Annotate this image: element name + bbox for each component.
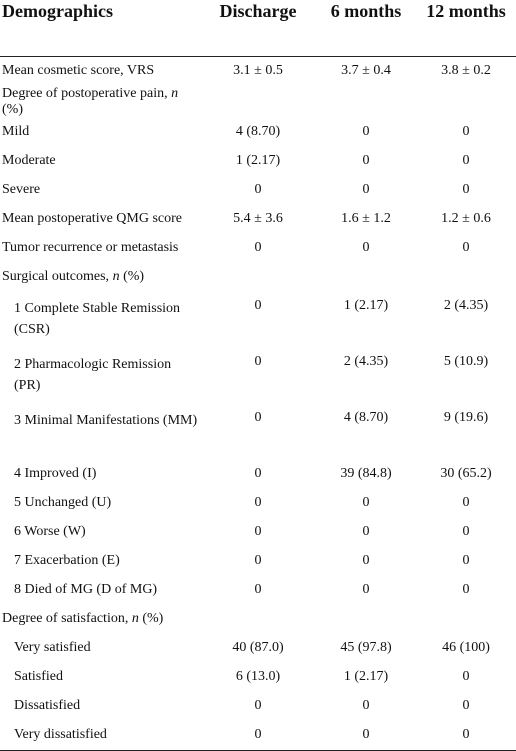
row-label: Satisfied <box>14 669 63 684</box>
table-row <box>0 404 516 460</box>
header-6-months: 6 months <box>330 1 402 21</box>
cell-12-months: 0 <box>462 553 470 568</box>
row-label: Moderate <box>2 153 56 168</box>
cell-6-months: 0 <box>362 698 370 713</box>
cell-discharge: 0 <box>254 524 262 539</box>
cell-6-months: 0 <box>362 727 370 742</box>
cell-6-months: 1 (2.17) <box>343 669 389 684</box>
table-row <box>0 118 516 147</box>
table-row <box>0 692 516 721</box>
row-label: Surgical outcomes, n (%) <box>2 269 145 284</box>
cell-6-months: 4 (8.70) <box>343 409 389 425</box>
cell-discharge: 0 <box>254 297 262 313</box>
cell-12-months: 30 (65.2) <box>440 466 492 481</box>
row-label: 5 Unchanged (U) <box>14 495 112 510</box>
table-row <box>0 489 516 518</box>
row-label: Very satisfied <box>14 640 91 655</box>
cell-12-months: 0 <box>462 727 470 742</box>
row-label: 6 Worse (W) <box>14 524 86 539</box>
row-label: 2 Pharmacologic Remission (PR) <box>14 356 172 393</box>
cell-discharge: 4 (8.70) <box>235 124 281 139</box>
cell-6-months: 0 <box>362 124 370 139</box>
cell-discharge: 0 <box>254 553 262 568</box>
cell-6-months: 45 (97.8) <box>340 640 392 655</box>
table-row <box>0 547 516 576</box>
cell-12-months: 3.8 ± 0.2 <box>441 63 491 78</box>
cell-6-months: 0 <box>362 153 370 168</box>
row-label: 7 Exacerbation (E) <box>14 553 120 568</box>
cell-discharge: 1 (2.17) <box>235 153 281 168</box>
table-row <box>0 721 516 751</box>
row-label: Mean postoperative QMG score <box>2 211 183 226</box>
row-label: Dissatisfied <box>14 698 81 713</box>
cell-12-months: 0 <box>462 153 470 168</box>
table-row <box>0 518 516 547</box>
cell-6-months: 0 <box>362 182 370 197</box>
cell-6-months <box>316 86 416 118</box>
row-label: Degree of satisfaction, n (%) <box>2 611 164 626</box>
row-label: Severe <box>2 182 41 197</box>
cell-discharge: 0 <box>254 495 262 510</box>
cell-discharge: 40 (87.0) <box>232 640 284 655</box>
table-row <box>0 634 516 663</box>
cell-6-months: 1.6 ± 1.2 <box>341 211 391 226</box>
table-row <box>0 663 516 692</box>
cell-12-months: 1.2 ± 0.6 <box>441 211 491 226</box>
header-demographics: Demographics <box>2 1 113 21</box>
cell-12-months: 0 <box>462 524 470 539</box>
row-label: Mild <box>2 124 30 139</box>
cell-6-months: 0 <box>362 553 370 568</box>
cell-discharge: 0 <box>254 466 262 481</box>
cell-12-months: 5 (10.9) <box>443 353 489 369</box>
cell-6-months: 3.7 ± 0.4 <box>341 63 391 78</box>
table-row <box>0 147 516 176</box>
table-row <box>0 263 516 292</box>
row-label: 4 Improved (I) <box>14 466 97 481</box>
table-row <box>0 348 516 404</box>
cell-discharge <box>200 86 316 118</box>
row-label: 1 Complete Stable Remission (CSR) <box>14 300 181 337</box>
table-row <box>0 576 516 605</box>
row-label: 3 Minimal Manifestations (MM) <box>14 412 198 428</box>
cell-6-months: 0 <box>362 240 370 255</box>
cell-12-months: 0 <box>462 182 470 197</box>
cell-6-months: 2 (4.35) <box>343 353 389 369</box>
table-row <box>0 205 516 234</box>
cell-discharge: 3.1 ± 0.5 <box>233 63 283 78</box>
header-row <box>0 0 516 56</box>
cell-discharge: 0 <box>254 409 262 425</box>
cell-discharge: 0 <box>254 240 262 255</box>
row-label: Tumor recurrence or metastasis <box>2 240 179 255</box>
row-label: Mean cosmetic score, VRS <box>2 63 155 78</box>
cell-12-months <box>416 605 516 634</box>
row-label: Degree of postoperative pain, n (%) <box>2 85 179 117</box>
cell-discharge: 5.4 ± 3.6 <box>233 211 283 226</box>
cell-12-months: 0 <box>462 124 470 139</box>
cell-12-months: 0 <box>462 669 470 684</box>
cell-discharge: 0 <box>254 727 262 742</box>
cell-discharge: 0 <box>254 182 262 197</box>
cell-12-months: 2 (4.35) <box>443 297 489 313</box>
cell-12-months: 0 <box>462 240 470 255</box>
cell-discharge <box>200 605 316 634</box>
cell-discharge <box>200 263 316 292</box>
cell-6-months: 1 (2.17) <box>343 297 389 313</box>
table-row <box>0 56 516 86</box>
cell-12-months <box>416 86 516 118</box>
header-12-months: 12 months <box>426 1 506 21</box>
cell-12-months <box>416 263 516 292</box>
cell-12-months: 46 (100) <box>442 640 490 655</box>
cell-6-months: 0 <box>362 582 370 597</box>
cell-12-months: 0 <box>462 495 470 510</box>
cell-12-months: 9 (19.6) <box>443 409 489 425</box>
table-row <box>0 460 516 489</box>
cell-discharge: 0 <box>254 582 262 597</box>
cell-6-months: 0 <box>362 524 370 539</box>
table-row <box>0 176 516 205</box>
row-label: 8 Died of MG (D of MG) <box>14 582 158 597</box>
cell-discharge: 6 (13.0) <box>235 669 281 684</box>
cell-discharge: 0 <box>254 353 262 369</box>
cell-12-months: 0 <box>462 698 470 713</box>
table-row <box>0 234 516 263</box>
table-row <box>0 292 516 348</box>
cell-6-months: 0 <box>362 495 370 510</box>
cell-discharge: 0 <box>254 698 262 713</box>
table-row <box>0 605 516 634</box>
cell-6-months <box>316 263 416 292</box>
row-label: Very dissatisfied <box>14 727 107 742</box>
table-row <box>0 86 516 118</box>
cell-6-months <box>316 605 416 634</box>
cell-6-months: 39 (84.8) <box>340 466 392 481</box>
cell-12-months: 0 <box>462 582 470 597</box>
header-discharge: Discharge <box>219 1 297 21</box>
